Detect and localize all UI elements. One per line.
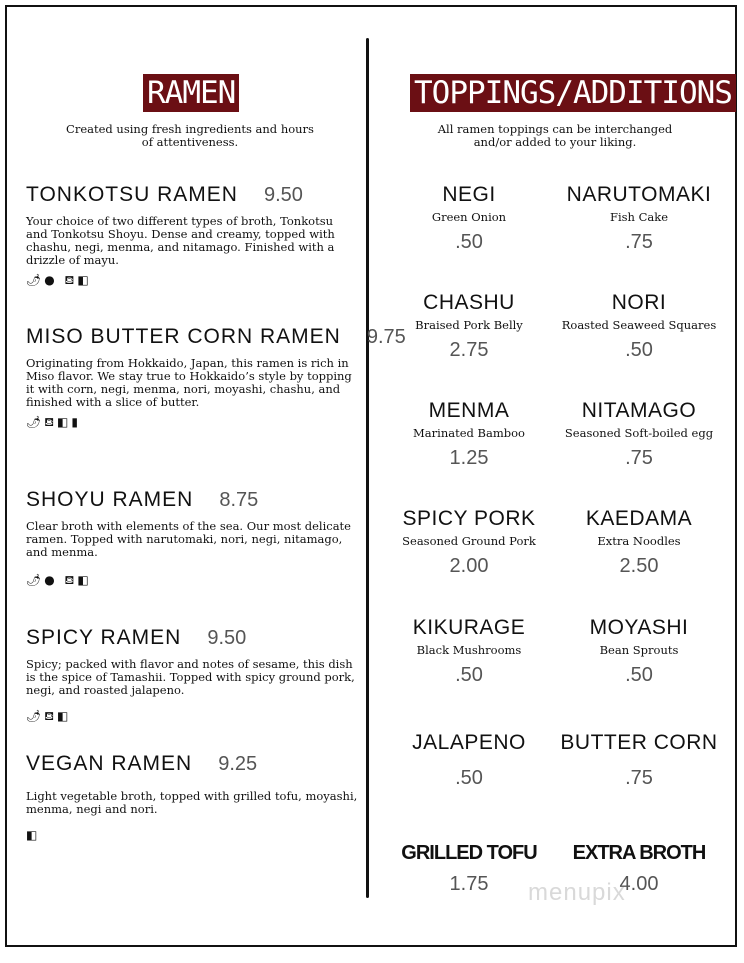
ramen-item-description: Spicy; packed with flavor and notes of sesame, this dish is the spice of Tamashii. Topped with spicy ground pork, negi, and roasted jalapeno. xyxy=(26,657,355,697)
topping-price: 2.75 xyxy=(449,339,489,361)
ramen-item-price: 9.50 xyxy=(263,184,303,206)
topping-price: .75 xyxy=(625,767,653,789)
topping-description: Extra Noodles xyxy=(597,534,681,548)
topping-price: 1.75 xyxy=(449,873,489,895)
topping-kaedama xyxy=(554,507,724,578)
ramen-subtitle-line-1: Created using fresh ingredients and hours xyxy=(66,122,314,136)
toppings-section-subtitle xyxy=(395,123,715,149)
topping-description: Seasoned Soft-boiled egg xyxy=(564,426,714,440)
topping-price: 2.50 xyxy=(619,555,659,577)
topping-name: JALAPENO xyxy=(412,731,526,754)
ramen-item-description: Your choice of two different types of broth, Tonkotsu and Tonkotsu Shoyu. Dense and creamy, topped with chashu, negi, menma, and nitamago. Finished with a drizzle of mayu. xyxy=(26,214,335,267)
ramen-item-description: Light vegetable broth, topped with grilled tofu, moyashi, menma, negi and nori. xyxy=(26,789,358,816)
ramen-item-name: SPICY RAMEN xyxy=(26,626,182,649)
topping-moyashi xyxy=(554,616,724,687)
toppings-section-title: TOPPINGS/ADDITIONS xyxy=(410,74,736,112)
ramen-item-vegan xyxy=(26,752,358,842)
topping-menma xyxy=(384,399,554,470)
ramen-item-name: MISO BUTTER CORN RAMEN xyxy=(26,325,341,348)
dietary-icons: ◧ xyxy=(26,828,41,842)
dietary-icons: 🌶⛾◧ xyxy=(26,709,72,723)
ramen-section-title: RAMEN xyxy=(143,74,239,112)
topping-price: .50 xyxy=(625,664,653,686)
topping-name: GRILLED TOFU xyxy=(401,842,537,864)
topping-name: NORI xyxy=(611,291,667,314)
topping-price: 4.00 xyxy=(619,873,659,895)
topping-description: Green Onion xyxy=(431,210,507,224)
ramen-item-description: Originating from Hokkaido, Japan, this ramen is rich in Miso flavor. We stay true to Hokkaido’s style by topping it with corn, negi, menma, nori, moyashi, chashu, and finished with a slice of butter. xyxy=(26,356,352,409)
ramen-item-price: 9.75 xyxy=(366,326,406,348)
topping-price: .50 xyxy=(455,231,483,253)
topping-description: Braised Pork Belly xyxy=(415,318,523,332)
topping-description: Marinated Bamboo xyxy=(413,426,525,440)
topping-price: .50 xyxy=(455,664,483,686)
toppings-subtitle-line-2: and/or added to your liking. xyxy=(473,135,637,149)
topping-price: .50 xyxy=(625,339,653,361)
topping-name: NEGI xyxy=(442,183,496,206)
topping-nori xyxy=(554,291,724,362)
ramen-section-subtitle xyxy=(30,123,350,149)
ramen-item-price: 8.75 xyxy=(219,489,259,511)
ramen-item-spicy xyxy=(26,626,358,725)
menupix-watermark: menupix xyxy=(528,879,626,906)
topping-price: 1.25 xyxy=(449,447,489,469)
topping-kikurage xyxy=(384,616,554,687)
ramen-subtitle-line-2: of attentiveness. xyxy=(141,135,239,149)
topping-name: KIKURAGE xyxy=(412,616,526,639)
topping-description: Black Mushrooms xyxy=(416,643,522,657)
topping-narutomaki xyxy=(554,183,724,254)
topping-butter-corn xyxy=(554,731,724,790)
ramen-item-tonkotsu xyxy=(26,183,358,289)
topping-chashu xyxy=(384,291,554,362)
topping-price: .75 xyxy=(625,231,653,253)
topping-name: NARUTOMAKI xyxy=(566,183,712,206)
ramen-item-name: VEGAN RAMEN xyxy=(26,752,193,775)
ramen-item-name: SHOYU RAMEN xyxy=(26,488,194,511)
topping-name: MOYASHI xyxy=(589,616,689,639)
topping-description: Roasted Seaweed Squares xyxy=(561,318,717,332)
topping-price: .50 xyxy=(455,767,483,789)
topping-name: KAEDAMA xyxy=(585,507,693,530)
topping-name: MENMA xyxy=(428,399,510,422)
dietary-icons: 🌶⛾◧▮ xyxy=(26,415,81,429)
ramen-item-price: 9.50 xyxy=(207,627,247,649)
topping-price: 2.00 xyxy=(449,555,489,577)
topping-description: Bean Sprouts xyxy=(599,643,679,657)
ramen-item-miso-butter-corn xyxy=(26,325,406,431)
topping-spicy-pork xyxy=(384,507,554,578)
topping-name: EXTRA BROTH xyxy=(572,842,706,864)
ramen-item-price: 9.25 xyxy=(218,753,258,775)
topping-name: CHASHU xyxy=(423,291,515,314)
toppings-subtitle-line-1: All ramen toppings can be interchanged xyxy=(437,122,673,136)
topping-description: Seasoned Ground Pork xyxy=(402,534,536,548)
dietary-icons: 🌶● ⛾◧ xyxy=(26,573,92,587)
topping-name: SPICY PORK xyxy=(402,507,536,530)
topping-description: Fish Cake xyxy=(609,210,669,224)
topping-name: NITAMAGO xyxy=(581,399,697,422)
topping-nitamago xyxy=(554,399,724,470)
ramen-item-description: Clear broth with elements of the sea. Our most delicate ramen. Topped with narutomaki, nori, negi, nitamago, and menma. xyxy=(26,519,351,559)
topping-jalapeno xyxy=(384,731,554,790)
dietary-icons: 🌶● ⛾◧ xyxy=(26,273,92,287)
ramen-item-name: TONKOTSU RAMEN xyxy=(26,183,238,206)
column-divider xyxy=(366,38,369,898)
topping-negi xyxy=(384,183,554,254)
topping-price: .75 xyxy=(625,447,653,469)
ramen-item-shoyu xyxy=(26,488,358,589)
topping-name: BUTTER CORN xyxy=(560,731,718,754)
